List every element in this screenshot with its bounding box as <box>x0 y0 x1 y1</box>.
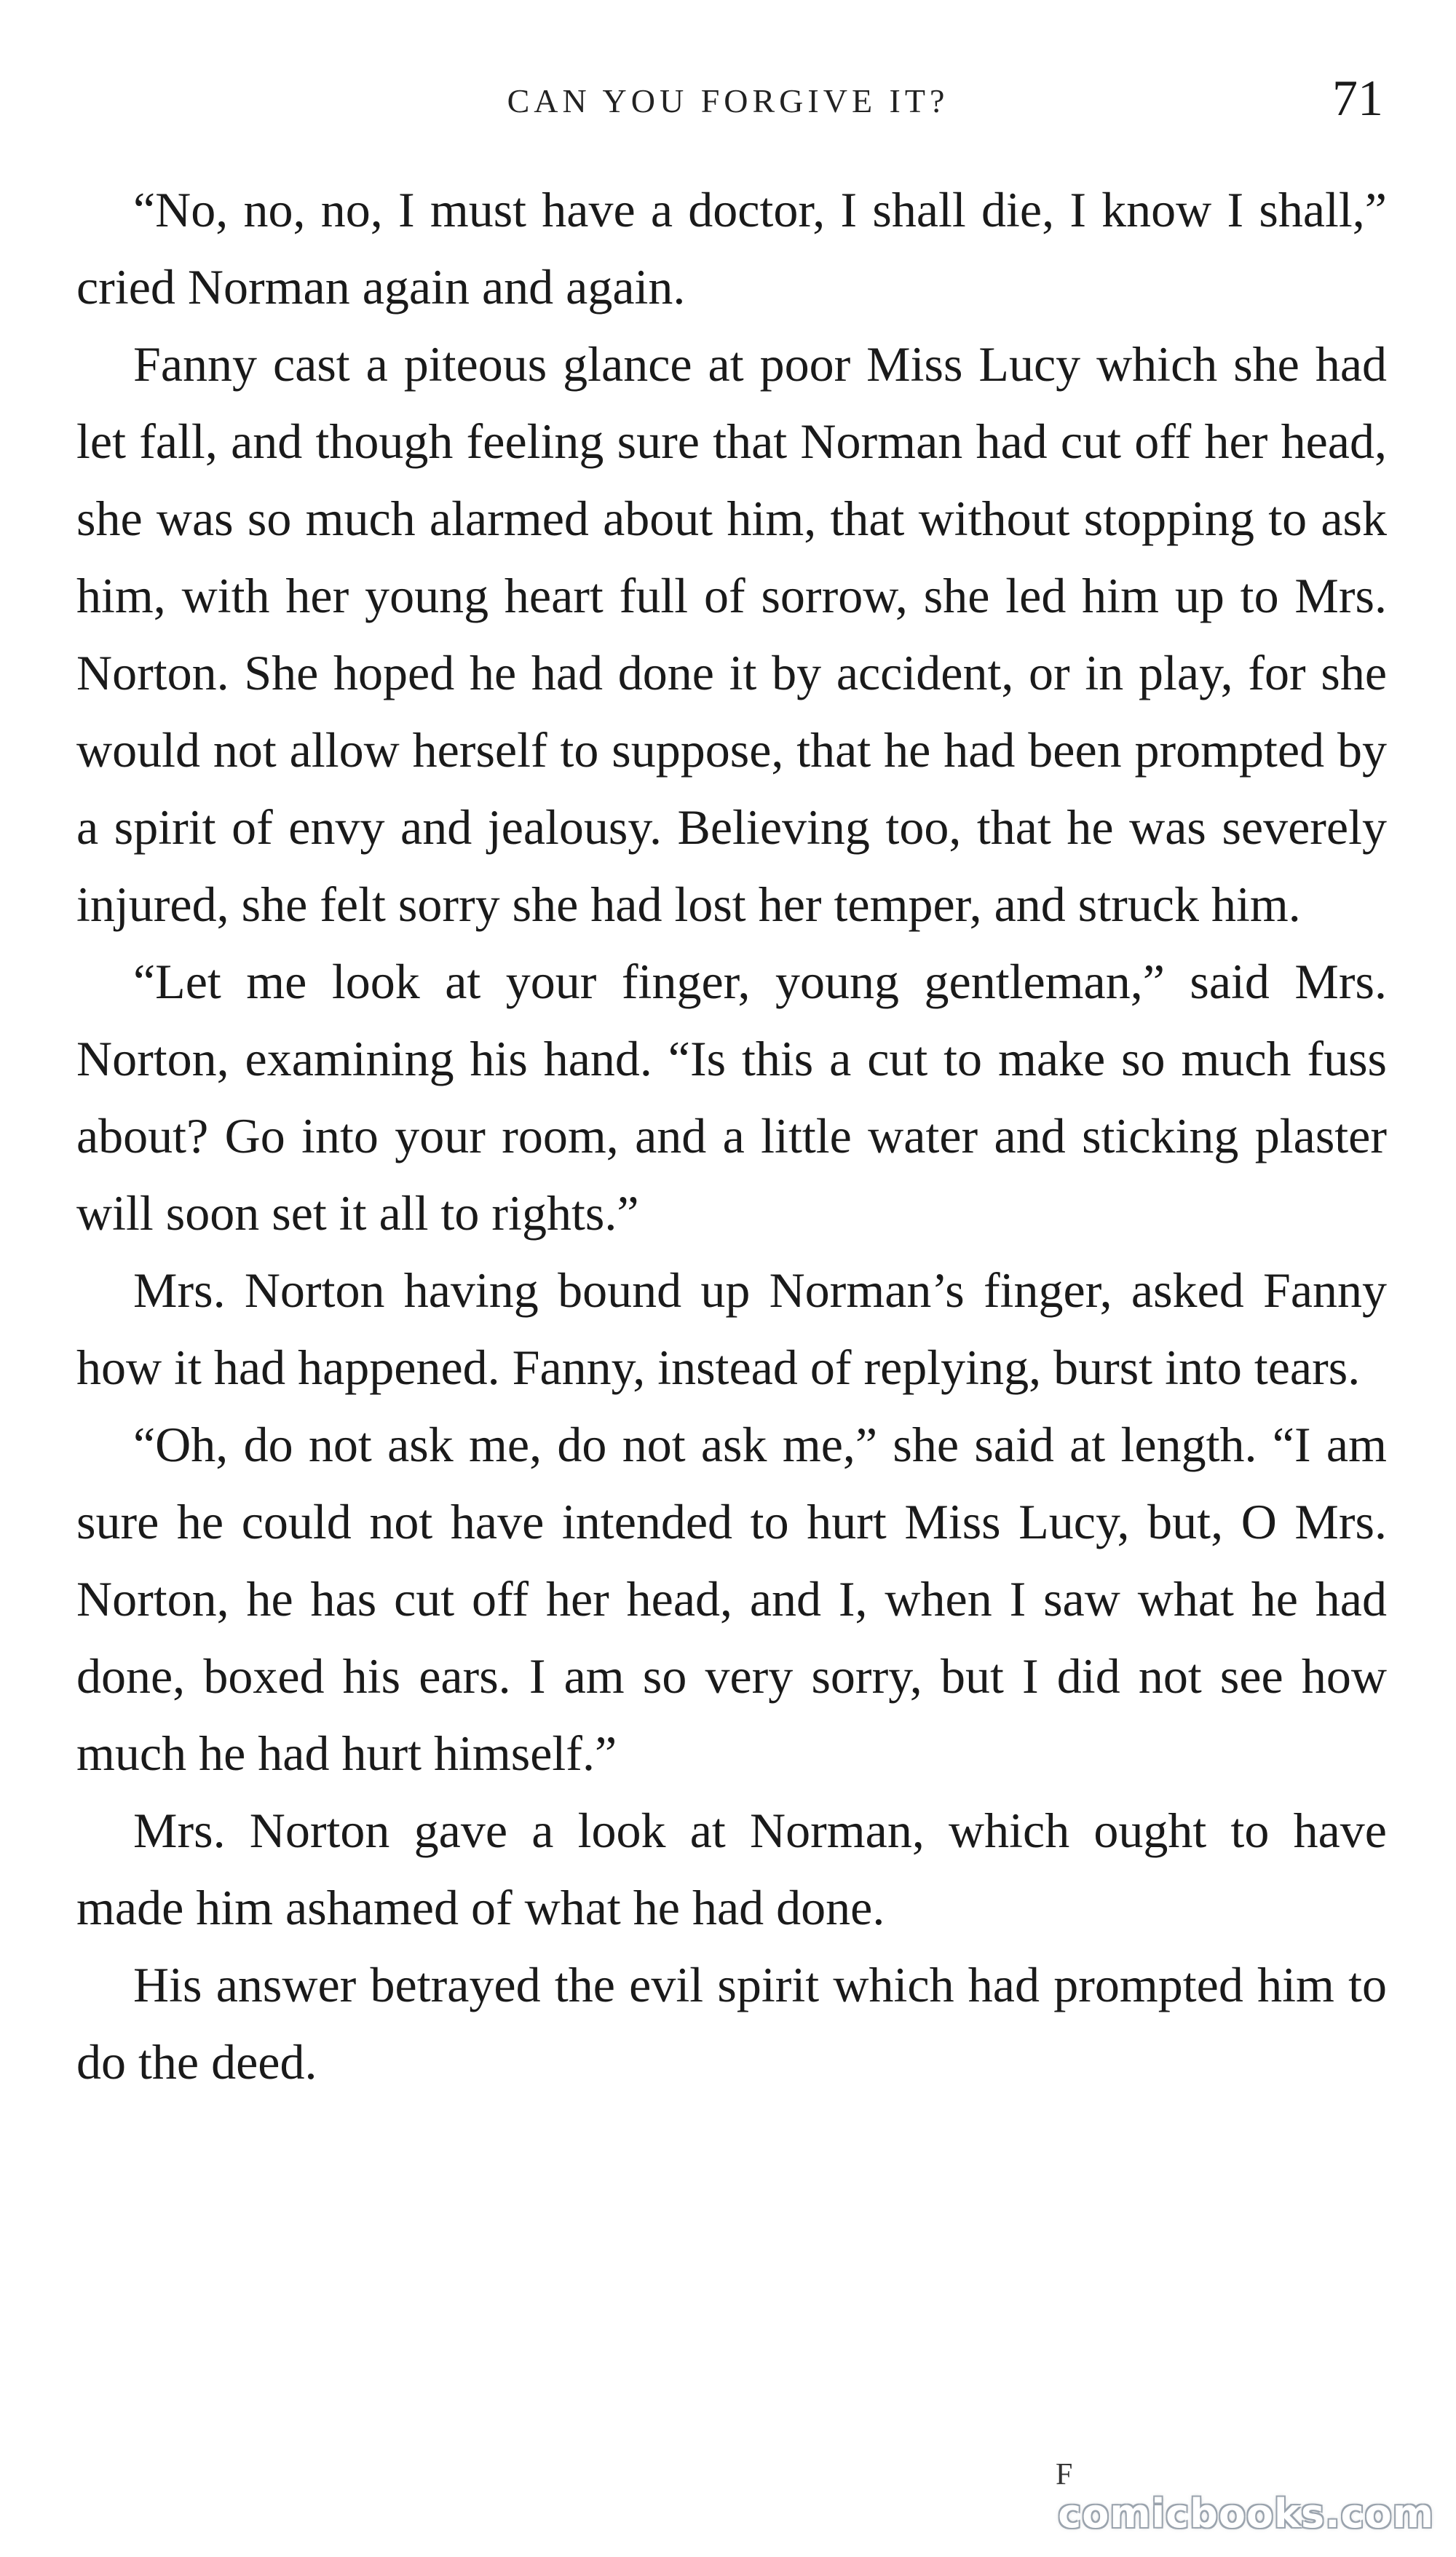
paragraph: Mrs. Norton having bound up Norman’s finger, asked Fanny how it had happened. Fanny, instead of replying, burst into tears. <box>76 1262 1387 1395</box>
watermark: comicbooks.com <box>1058 2491 1434 2537</box>
body-text <box>76 171 1387 2100</box>
running-head <box>0 70 1456 128</box>
paragraph: “Let me look at your finger, young gentleman,” said Mrs. Norton, examining his hand. “Is this a cut to make so much fuss about? Go into your room, and a little water and sticking plaster will soon set it all to rights.” <box>76 954 1387 1241</box>
paragraph: “No, no, no, I must have a doctor, I shall die, I know I shall,” cried Norman again and again. <box>76 182 1387 315</box>
paragraph: His answer betrayed the evil spirit which had prompted him to do the deed. <box>76 1957 1387 2090</box>
paragraph: Mrs. Norton gave a look at Norman, which ought to have made him ashamed of what he had done. <box>76 1803 1387 1935</box>
paragraph: “Oh, do not ask me, do not ask me,” she said at length. “I am sure he could not have intended to hurt Miss Lucy, but, O Mrs. Norton, he has cut off her head, and I, when I saw what he had done, boxed his ears. I am so very sorry, but I did not see how much he had hurt himself.” <box>76 1417 1387 1781</box>
signature-mark: F <box>1056 2458 1073 2491</box>
paragraph: Fanny cast a piteous glance at poor Miss Lucy which she had let fall, and though feeling sure that Norman had cut off her head, she was so much alarmed about him, that without stopping to ask him, with her young heart full of sorrow, she led him up to Mrs. Norton. She hoped he had done it by accident, or in play, for she would not allow herself to suppose, that he had been prompted by a spirit of envy and jealousy. Believing too, that he was severely injured, she felt sorry she had lost her temper, and struck him. <box>76 336 1387 932</box>
running-title: CAN YOU FORGIVE IT? <box>507 82 949 119</box>
page-number: 71 <box>1332 71 1383 127</box>
